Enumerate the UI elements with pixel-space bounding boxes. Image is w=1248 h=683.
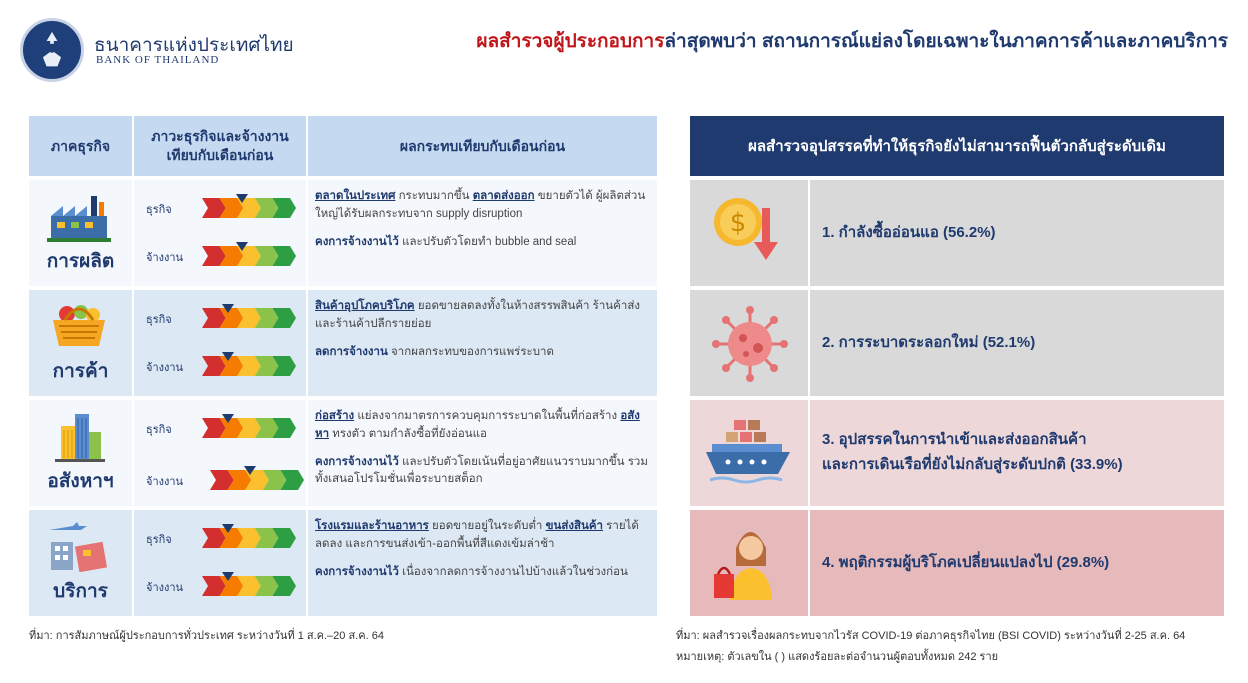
obstacles-table (690, 116, 1224, 614)
impact-cell (308, 400, 657, 506)
obstacle-row (690, 400, 1224, 506)
business-gauge-row (146, 524, 306, 550)
obstacle-text: 4. พฤติกรรมผู้บริโภคเปลี่ยนแปลงไป (29.8%) (822, 553, 1110, 571)
sector-name: การผลิต (46, 251, 115, 272)
impact-cell (308, 290, 657, 396)
coin-down-arrow-icon (710, 194, 790, 274)
header-impact: ผลกระทบเทียบกับเดือนก่อน (399, 137, 566, 154)
obstacle-icon-cell (690, 400, 810, 506)
employment-gauge (202, 576, 296, 596)
shopping-basket-icon (47, 300, 111, 352)
employment-gauge-row (146, 352, 306, 378)
sector-impact-table (29, 116, 657, 607)
obstacle-icon-cell (690, 180, 810, 286)
employment-label: จ้างงาน (146, 582, 184, 594)
source-line: ที่มา: ผลสำรวจเรื่องผลกระทบจากไวรัส COVID-19 ต่อภาคธุรกิจไทย (BSI COVID) ระหว่างวันที่ 2-25 ส.ค. 64 (676, 630, 1186, 642)
obstacle-icon-cell (690, 290, 810, 396)
business-label: ธุรกิจ (146, 314, 172, 326)
impact-cell (308, 180, 657, 286)
bank-name-english: BANK OF THAILAND (96, 54, 220, 66)
gauge-cell (134, 180, 308, 286)
sector-name: การค้า (52, 361, 109, 382)
page-headline (476, 26, 1228, 56)
obstacle-row (690, 290, 1224, 396)
obstacle-row (690, 510, 1224, 616)
shopper-icon (710, 520, 790, 604)
headline-rest: ล่าสุดพบว่า สถานการณ์แย่ลงโดยเฉพาะในภาคการค้าและภาคบริการ (664, 31, 1228, 52)
employment-label: จ้างงาน (146, 362, 184, 374)
bank-logo-icon (20, 18, 84, 82)
factory-icon (47, 190, 111, 242)
left-source-note: ที่มา: การสัมภาษณ์ผู้ประกอบการทั่วประเทศ ระหว่างวันที่ 1 ส.ค.–20 ส.ค. 64 (29, 630, 384, 642)
gauge-marker (244, 466, 256, 475)
gauge-marker (222, 352, 234, 361)
business-label: ธุรกิจ (146, 534, 172, 546)
employment-gauge-row (146, 466, 306, 492)
impact-description: ตลาดในประเทศ กระทบมากขึ้น ตลาดส่งออก ขยายตัวได้ ผู้ผลิตส่วนใหญ่ได้รับผลกระทบจาก supply disruption (315, 190, 646, 220)
impact-description: ก่อสร้าง แย่ลงจากมาตรการควบคุมการระบาดในพื้นที่ก่อสร้าง อสังหา ทรงตัว ตามกำลังซื้อที่ยังอ่อนแอ (315, 410, 640, 440)
obstacle-icon-cell (690, 510, 810, 616)
impact-cell (308, 510, 657, 616)
hotel-travel-icon (47, 520, 111, 572)
obstacle-text: 2. การระบาดระลอกใหม่ (52.1%) (822, 333, 1036, 351)
gauge-marker (222, 304, 234, 313)
gauge-cell (134, 510, 308, 616)
header-condition: ภาวะธุรกิจและจ้างงาน เทียบกับเดือนก่อน (134, 116, 308, 176)
obstacle-text: 1. กำลังซื้ออ่อนแอ (56.2%) (822, 223, 996, 241)
svg-text:$: $ (729, 208, 747, 238)
employment-label: จ้างงาน (146, 476, 184, 488)
business-label: ธุรกิจ (146, 204, 172, 216)
employment-description: คงการจ้างงานไว้ เนื่องจากลดการจ้างงานไปบ้างแล้วในช่วงก่อน (315, 565, 628, 578)
sector-cell (29, 180, 134, 286)
employment-description: ลดการจ้างงาน จากผลกระทบของการแพร่ระบาด (315, 345, 554, 358)
gauge-cell (134, 290, 308, 396)
sector-table-header (29, 116, 657, 176)
right-source-note (676, 626, 1185, 668)
employment-gauge-row (146, 242, 306, 268)
business-gauge-row (146, 414, 306, 440)
business-gauge (202, 418, 296, 438)
impact-description: โรงแรมและร้านอาหาร ยอดขายอยู่ในระดับต่ำ ขนส่งสินค้า รายได้ลดลง และการขนส่งเข้า-ออกพื้นที่สีแดงเข้มล่าช้า (315, 520, 639, 550)
buildings-icon (47, 410, 111, 462)
gauge-marker (222, 414, 234, 423)
business-gauge-row (146, 194, 306, 220)
sector-cell (29, 290, 134, 396)
business-gauge (202, 198, 296, 218)
gauge-marker (222, 572, 234, 581)
bank-name-thai: ธนาคารแห่งประเทศไทย (94, 34, 294, 56)
employment-gauge (210, 470, 304, 490)
business-gauge-row (146, 304, 306, 330)
header-sector: ภาคธุรกิจ (29, 116, 134, 176)
gauge-marker (222, 524, 234, 533)
employment-gauge (202, 246, 296, 266)
gauge-marker (236, 194, 248, 203)
table-row (29, 290, 657, 396)
table-row (29, 180, 657, 286)
employment-label: จ้างงาน (146, 252, 184, 264)
table-row (29, 400, 657, 506)
obstacle-text: 3. อุปสรรคในการนำเข้าและส่งออกสินค้า และการเดินเรือที่ยังไม่กลับสู่ระดับปกติ (33.9%) (822, 431, 1123, 473)
employment-gauge (202, 356, 296, 376)
sector-cell (29, 400, 134, 506)
sector-name: บริการ (53, 581, 108, 602)
business-gauge (202, 528, 296, 548)
cargo-ship-icon (704, 414, 794, 494)
note-line: หมายเหตุ: ตัวเลขใน ( ) แสดงร้อยละต่อจำนวนผู้ตอบทั้งหมด 242 ราย (676, 650, 999, 663)
table-row (29, 510, 657, 616)
employment-gauge-row (146, 572, 306, 598)
sector-cell (29, 510, 134, 616)
obstacle-row (690, 180, 1224, 286)
business-gauge (202, 308, 296, 328)
impact-description: สินค้าอุปโภคบริโภค ยอดขายลดลงทั้งในห้างสรรพสินค้า ร้านค้าส่งและร้านค้าปลีกรายย่อย (315, 300, 640, 330)
gauge-cell (134, 400, 308, 506)
sector-name: อสังหาฯ (47, 471, 114, 492)
virus-icon (710, 304, 790, 384)
employment-description: คงการจ้างงานไว้ และปรับตัวโดยเน้นที่อยู่อาศัยแนวราบมากขึ้น รวมทั้งเสนอโปรโมชั่นเพื่อระบายสต็อก (315, 455, 648, 486)
obstacles-title: ผลสำรวจอุปสรรคที่ทำให้ธุรกิจยังไม่สามารถฟื้นตัวกลับสู่ระดับเดิม (690, 116, 1224, 176)
gauge-marker (236, 242, 248, 251)
headline-highlight: ผลสำรวจผู้ประกอบการ (476, 31, 665, 52)
employment-description: คงการจ้างงานไว้ และปรับตัวโดยทำ bubble and seal (315, 235, 577, 248)
business-label: ธุรกิจ (146, 424, 172, 436)
